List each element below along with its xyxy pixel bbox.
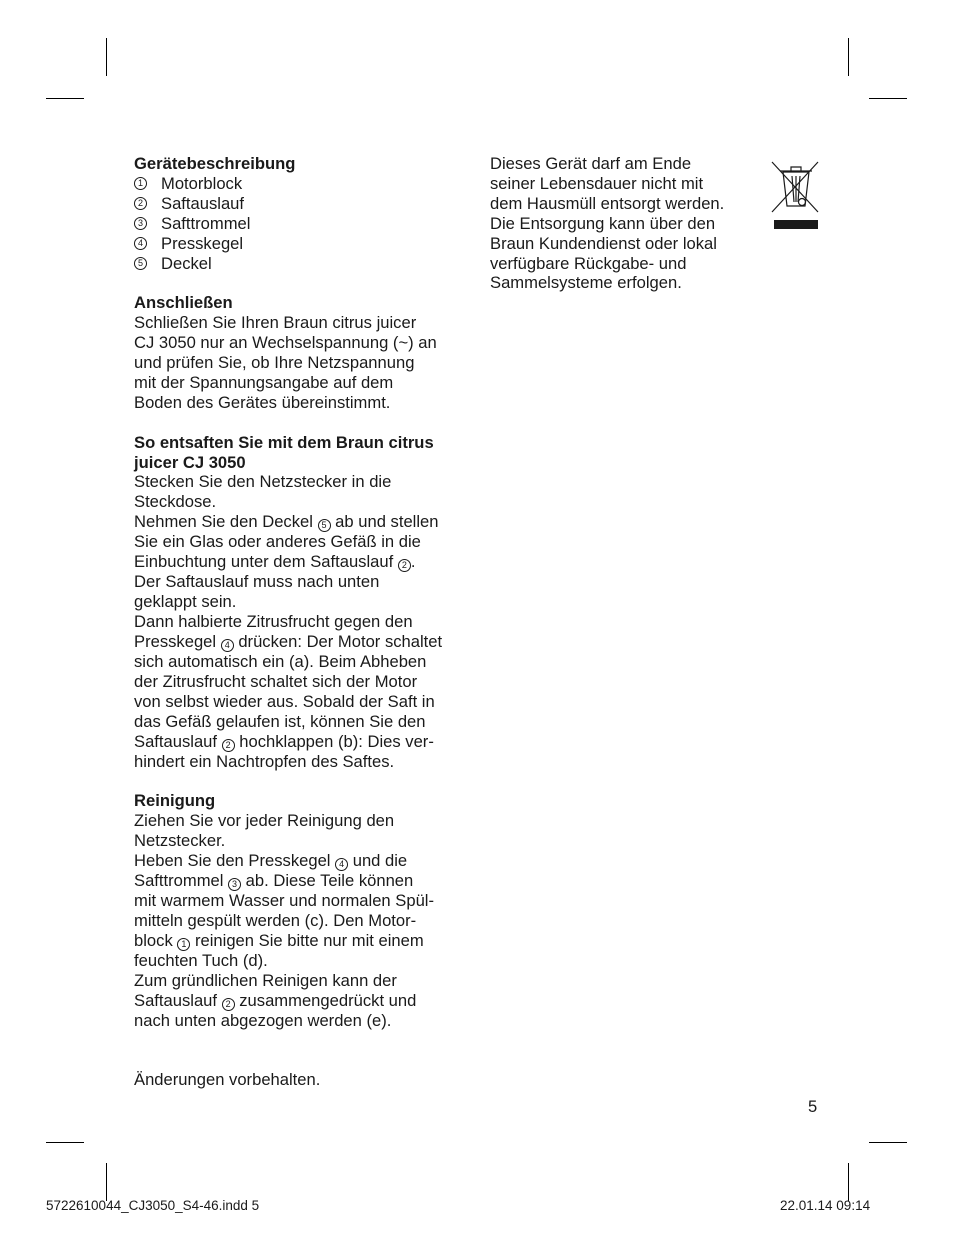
text-line: geklappt sein. xyxy=(134,592,237,612)
text-line: feuchten Tuch (d). xyxy=(134,950,268,970)
crop-mark xyxy=(106,38,107,76)
crop-mark xyxy=(869,1142,907,1143)
list-item xyxy=(134,254,474,274)
text-line: Dieses Gerät darf am Ende xyxy=(490,154,692,173)
text-line: Zum gründlichen Reinigen kann der xyxy=(134,970,397,990)
page-number: 5 xyxy=(808,1097,818,1116)
parts-list xyxy=(134,174,474,274)
number-circle-icon: 3 xyxy=(134,217,147,230)
number-circle-icon: 4 xyxy=(335,858,348,871)
part-label: Safttrommel xyxy=(161,213,251,233)
text-line: Safttrommel 3 ab. Diese Teile können xyxy=(134,871,414,891)
number-circle-icon: 5 xyxy=(318,519,331,532)
text-line: Dann halbierte Zitrusfrucht gegen den xyxy=(134,612,413,631)
crop-mark xyxy=(106,1163,107,1201)
number-circle-icon: 1 xyxy=(134,177,147,190)
list-item xyxy=(134,214,474,234)
text-line: Der Saftauslauf muss nach unten xyxy=(134,572,380,592)
part-label: Motorblock xyxy=(161,173,243,193)
text-line: der Zitrusfrucht schaltet sich der Motor xyxy=(134,671,418,691)
text-line: Boden des Gerätes übereinstimmt. xyxy=(134,392,391,412)
number-circle-icon: 2 xyxy=(222,739,235,752)
section-title-juicing-cont: juicer CJ 3050 xyxy=(134,452,246,472)
number-circle-icon: 2 xyxy=(398,559,411,572)
text-line: hindert ein Nachtropfen des Saftes. xyxy=(134,751,395,771)
text-line: mit der Spannungsangabe auf dem xyxy=(134,372,394,392)
text-line: Schließen Sie Ihren Braun citrus juicer xyxy=(134,313,417,333)
section-title-cleaning: Reinigung xyxy=(134,791,216,811)
crop-mark xyxy=(46,98,84,99)
number-circle-icon: 2 xyxy=(134,197,147,210)
list-item xyxy=(134,194,474,214)
crop-mark xyxy=(848,38,849,76)
text-line: Stecken Sie den Netzstecker in die xyxy=(134,472,392,492)
text-line: Saftauslauf 2 hochklappen (b): Dies ver- xyxy=(134,731,434,751)
text-line: seiner Lebensdauer nicht mit xyxy=(490,173,704,193)
text-line: Die Entsorgung kann über den xyxy=(490,213,716,233)
text-line: Presskegel 4 drücken: Der Motor schaltet xyxy=(134,631,443,651)
text-line: verfügbare Rückgabe- und xyxy=(490,253,687,273)
text-line: nach unten abgezogen werden (e). xyxy=(134,1010,392,1030)
text-line: block 1 reinigen Sie bitte nur mit einem xyxy=(134,930,424,950)
text-line: dem Hausmüll entsorgt werden. xyxy=(490,193,725,213)
crop-mark xyxy=(848,1163,849,1201)
number-circle-icon: 4 xyxy=(221,639,234,652)
text-line: Einbuchtung unter dem Saftauslauf 2 . xyxy=(134,552,416,572)
crop-mark xyxy=(46,1142,84,1143)
text-line: Steckdose. xyxy=(134,492,217,512)
changes-note: Änderungen vorbehalten. xyxy=(134,1070,321,1090)
number-circle-icon: 5 xyxy=(134,257,147,270)
list-item xyxy=(134,174,474,194)
text-line: mitteln gespült werden (c). Den Motor- xyxy=(134,910,417,930)
text-line: sich automatisch ein (a). Beim Abheben xyxy=(134,651,427,671)
crossed-out-wheelie-bin-icon xyxy=(770,160,820,232)
text-line: mit warmem Wasser und normalen Spül- xyxy=(134,891,435,911)
text-line: Nehmen Sie den Deckel 5 ab und stellen xyxy=(134,512,439,532)
footer-filename: 5722610044_CJ3050_S4-46.indd 5 xyxy=(46,1198,260,1213)
right-column xyxy=(490,154,752,293)
part-label: Deckel xyxy=(161,253,212,273)
section-title-description: Gerätebeschreibung xyxy=(134,154,296,173)
text-line: das Gefäß gelaufen ist, können Sie den xyxy=(134,711,426,731)
section-title-connect: Anschließen xyxy=(134,293,233,313)
left-column xyxy=(134,154,474,1090)
text-line: Sammelsysteme erfolgen. xyxy=(490,273,682,293)
footer-timestamp: 22.01.14 09:14 xyxy=(780,1198,871,1213)
text-line: Saftauslauf 2 zusammengedrückt und xyxy=(134,990,417,1010)
text-line: und prüfen Sie, ob Ihre Netzspannung xyxy=(134,353,415,373)
number-circle-icon: 3 xyxy=(228,878,241,891)
part-label: Presskegel xyxy=(161,233,244,253)
text-line: Heben Sie den Presskegel 4 und die xyxy=(134,851,408,871)
text-line: CJ 3050 nur an Wechselspannung (~) an xyxy=(134,333,437,353)
list-item xyxy=(134,234,474,254)
number-circle-icon: 1 xyxy=(177,938,190,951)
crop-mark xyxy=(869,98,907,99)
text-line: Sie ein Glas oder anderes Gefäß in die xyxy=(134,532,421,552)
text-line: Ziehen Sie vor jeder Reinigung den xyxy=(134,811,395,831)
text-line: von selbst wieder aus. Sobald der Saft in xyxy=(134,691,435,711)
number-circle-icon: 4 xyxy=(134,237,147,250)
part-label: Saftauslauf xyxy=(161,193,245,213)
text-line: Braun Kundendienst oder lokal xyxy=(490,233,717,253)
number-circle-icon: 2 xyxy=(222,998,235,1011)
section-title-juicing: So entsaften Sie mit dem Braun citrus xyxy=(134,432,434,452)
text-line: Netzstecker. xyxy=(134,831,226,851)
